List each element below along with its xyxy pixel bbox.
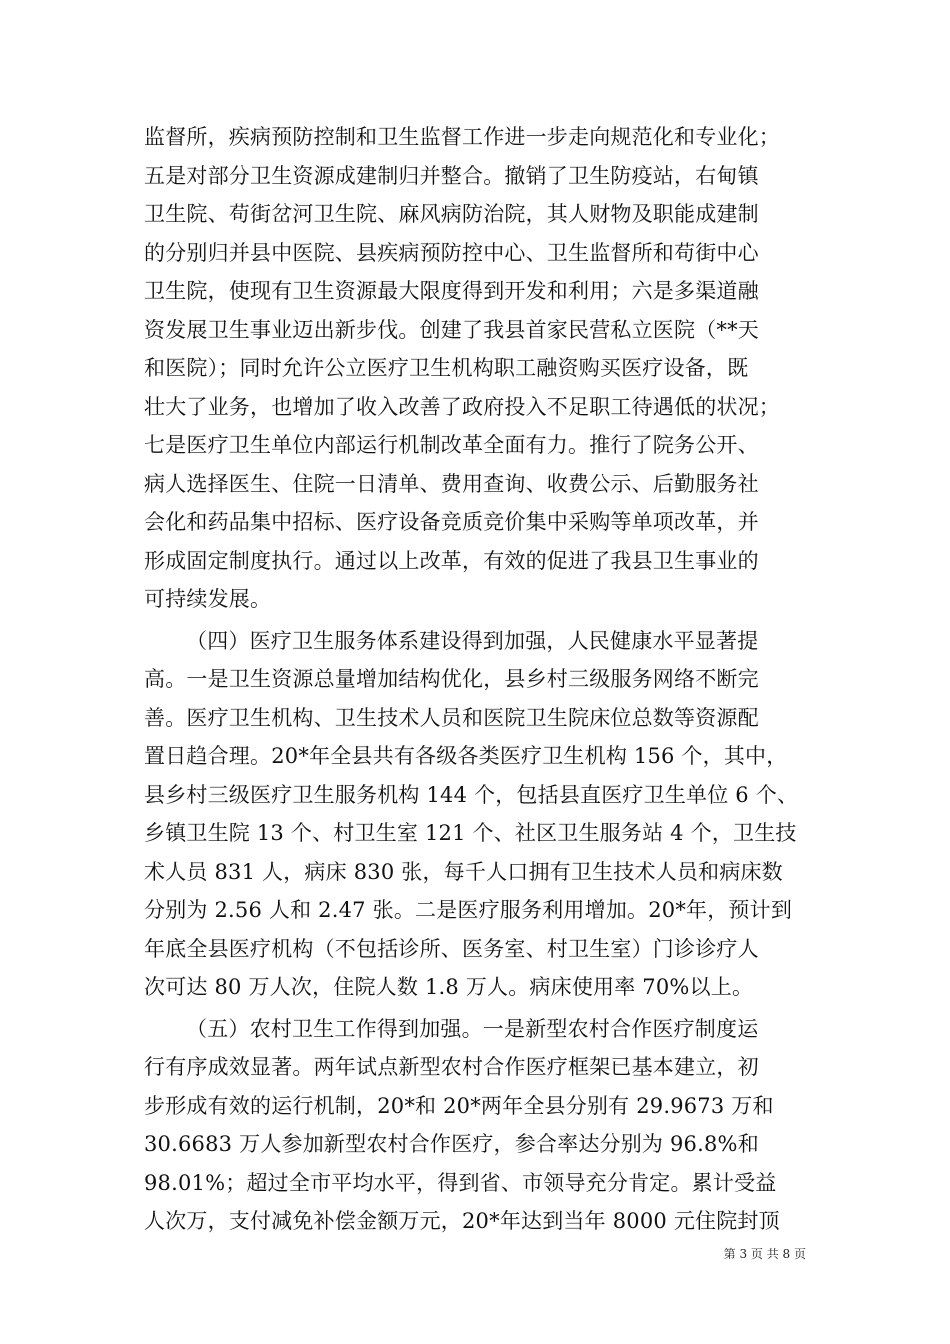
text-line: 98.01%；超过全市平均水平，得到省、市领导充分肯定。累计受益 bbox=[144, 1170, 777, 1195]
section-heading-line: （四）医疗卫生服务体系建设得到加强，人民健康水平显著提 bbox=[186, 628, 759, 653]
text-line: 资发展卫生事业迈出新步伐。创建了我县首家民营私立医院（**天 bbox=[144, 317, 759, 342]
document-body bbox=[144, 118, 809, 1241]
text-line: 30.6683 万人参加新型农村合作医疗，参合率达分别为 96.8%和 bbox=[144, 1132, 759, 1156]
text-line: 会化和药品集中招标、医疗设备竞质竞价集中采购等单项改革，并 bbox=[144, 510, 759, 534]
text-line: 可持续发展。 bbox=[144, 587, 272, 611]
text-line: 病人选择医生、住院一日清单、费用查询、收费公示、后勤服务社 bbox=[144, 471, 759, 496]
text-line: 分别为 2.56 人和 2.47 张。二是医疗服务利用增加。20*年，预计到 bbox=[144, 898, 793, 922]
text-line: 乡镇卫生院 13 个、村卫生室 121 个、社区卫生服务站 4 个，卫生技 bbox=[144, 821, 797, 845]
text-line: 次可达 80 万人次，住院人数 1.8 万人。病床使用率 70%以上。 bbox=[144, 975, 754, 999]
text-line: 人次万，支付减免补偿金额万元，20*年达到当年 8000 元住院封顶 bbox=[144, 1209, 780, 1233]
page-number: 第 3 页 共 8 页 bbox=[723, 1247, 806, 1261]
text-line: 术人员 831 人，病床 830 张，每千人口拥有卫生技术人员和病床数 bbox=[144, 859, 783, 884]
text-line: 高。一是卫生资源总量增加结构优化，县乡村三级服务网络不断完 bbox=[144, 667, 759, 691]
text-line: 置日趋合理。20*年全县共有各级各类医疗卫生机构 156 个，其中， bbox=[144, 744, 788, 768]
text-line: 卫生院，使现有卫生资源最大限度得到开发和利用；六是多渠道融 bbox=[144, 279, 759, 303]
text-line: 的分别归并县中医院、县疾病预防控中心、卫生监督所和苟街中心 bbox=[144, 240, 759, 265]
text-line: 七是医疗卫生单位内部运行机制改革全面有力。推行了院务公开、 bbox=[144, 433, 759, 457]
text-line: 行有序成效显著。两年试点新型农村合作医疗框架已基本建立，初 bbox=[144, 1055, 759, 1079]
text-line: 年底全县医疗机构（不包括诊所、医务室、村卫生室）门诊诊疗人 bbox=[144, 936, 759, 961]
text-line: 监督所，疾病预防控制和卫生监督工作进一步走向规范化和专业化； bbox=[144, 125, 780, 149]
text-line: 壮大了业务，也增加了收入改善了政府投入不足职工待遇低的状况； bbox=[144, 394, 780, 419]
text-line: 善。医疗卫生机构、卫生技术人员和医院卫生院床位总数等资源配 bbox=[144, 705, 759, 730]
text-line: 五是对部分卫生资源成建制归并整合。撤销了卫生防疫站，右甸镇 bbox=[144, 163, 759, 188]
text-line: 步形成有效的运行机制，20*和 20*两年全县分别有 29.9673 万和 bbox=[144, 1093, 774, 1118]
text-line: 县乡村三级医疗卫生服务机构 144 个，包括县直医疗卫生单位 6 个、 bbox=[144, 782, 799, 807]
text-line: 和医院）；同时允许公立医疗卫生机构职工融资购买医疗设备，既 bbox=[144, 356, 749, 380]
section-heading-line: （五）农村卫生工作得到加强。一是新型农村合作医疗制度运 bbox=[186, 1016, 759, 1041]
text-line: 形成固定制度执行。通过以上改革，有效的促进了我县卫生事业的 bbox=[144, 548, 759, 573]
text-line: 卫生院、苟街岔河卫生院、麻风病防治院，其人财物及职能成建制 bbox=[144, 202, 759, 226]
